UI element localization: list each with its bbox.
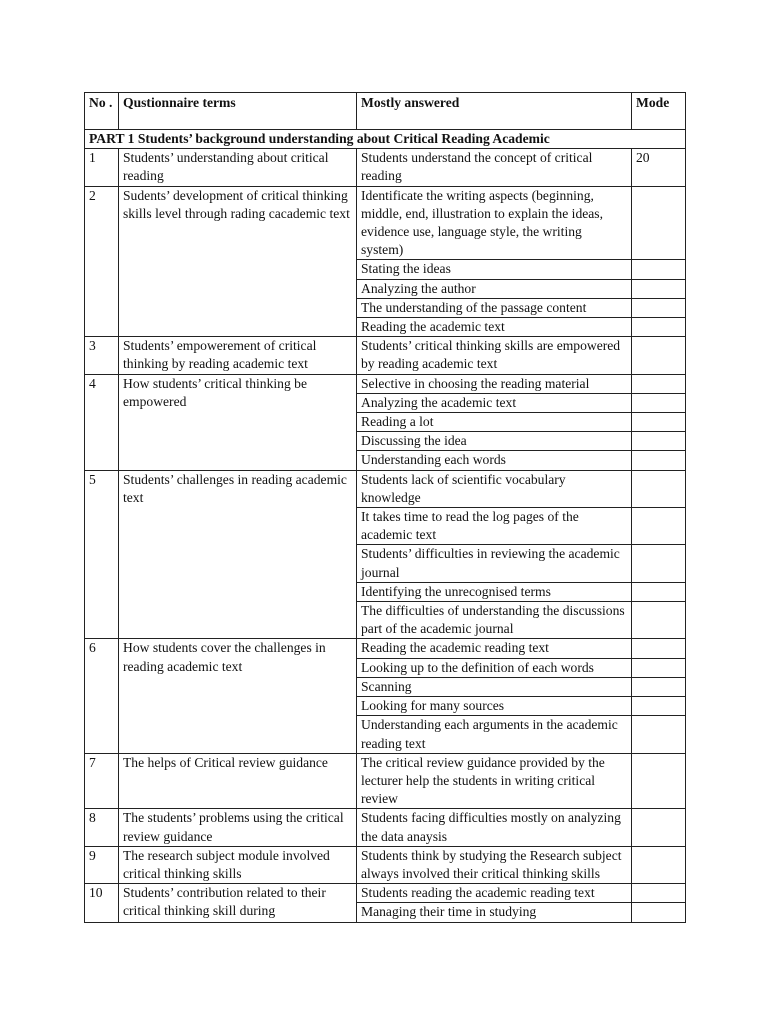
mode-cell [632, 337, 686, 374]
mode-cell [632, 677, 686, 696]
mostly-answered-cell: Students’ critical thinking skills are empowered by reading academic text [357, 337, 632, 374]
mode-cell [632, 260, 686, 279]
mode-cell [632, 451, 686, 470]
mostly-answered-cell: Looking up to the definition of each words [357, 658, 632, 677]
mostly-answered-cell: Reading the academic reading text [357, 639, 632, 658]
questionnaire-term: The helps of Critical review guidance [119, 753, 357, 809]
part-heading-row [85, 130, 686, 149]
mostly-answered-cell: Students’ difficulties in reviewing the academic journal [357, 545, 632, 582]
row-number: 7 [85, 753, 119, 809]
mode-cell [632, 470, 686, 507]
header-mode: Mode [632, 93, 686, 130]
mode-cell: 20 [632, 149, 686, 186]
mostly-answered-cell: Scanning [357, 677, 632, 696]
questionnaire-term: How students cover the challenges in reading academic text [119, 639, 357, 753]
mostly-answered-cell: Analyzing the author [357, 279, 632, 298]
questionnaire-term: The research subject module involved critical thinking skills [119, 846, 357, 883]
mostly-answered-cell: Students facing difficulties mostly on analyzing the data anaysis [357, 809, 632, 846]
part-heading: PART 1 Students’ background understanding about Critical Reading Academic [85, 130, 686, 149]
row-number: 2 [85, 186, 119, 337]
header-no: No . [85, 93, 119, 130]
mostly-answered-cell: Understanding each arguments in the academic reading text [357, 716, 632, 753]
questionnaire-term: Students’ contribution related to their critical thinking skill during [119, 884, 357, 922]
mostly-answered-cell: Students reading the academic reading text [357, 884, 632, 903]
mode-cell [632, 545, 686, 582]
mostly-answered-cell: Stating the ideas [357, 260, 632, 279]
questionnaire-term: Students’ challenges in reading academic text [119, 470, 357, 639]
row-number: 3 [85, 337, 119, 374]
table-body [85, 130, 686, 923]
row-number: 1 [85, 149, 119, 186]
mostly-answered-cell: It takes time to read the log pages of the academic text [357, 508, 632, 545]
questionnaire-term: Sudents’ development of critical thinking skills level through rading cacademic text [119, 186, 357, 337]
mode-cell [632, 582, 686, 601]
table-row [85, 470, 686, 507]
mode-cell [632, 318, 686, 337]
mode-cell [632, 393, 686, 412]
mostly-answered-cell: Identifying the unrecognised terms [357, 582, 632, 601]
questionnaire-term: The students’ problems using the critical review guidance [119, 809, 357, 846]
table-row [85, 846, 686, 883]
mode-cell [632, 716, 686, 753]
mode-cell [632, 846, 686, 883]
mostly-answered-cell: Students understand the concept of critical reading [357, 149, 632, 186]
table-row [85, 186, 686, 260]
mostly-answered-cell: Understanding each words [357, 451, 632, 470]
mode-cell [632, 809, 686, 846]
questionnaire-term: How students’ critical thinking be empowered [119, 374, 357, 470]
mode-cell [632, 697, 686, 716]
row-number: 6 [85, 639, 119, 753]
table-row [85, 337, 686, 374]
row-number: 9 [85, 846, 119, 883]
header-terms: Qustionnaire terms [119, 93, 357, 130]
questionnaire-term: Students’ empowerement of critical thinking by reading academic text [119, 337, 357, 374]
mode-cell [632, 186, 686, 260]
mostly-answered-cell: Looking for many sources [357, 697, 632, 716]
table-row [85, 149, 686, 186]
mostly-answered-cell: Identificate the writing aspects (beginning, middle, end, illustration to explain the ideas, evidence use, language style, the writing system) [357, 186, 632, 260]
mode-cell [632, 753, 686, 809]
mostly-answered-cell: Students lack of scientific vocabulary knowledge [357, 470, 632, 507]
table-row [85, 809, 686, 846]
mode-cell [632, 903, 686, 922]
mode-cell [632, 374, 686, 393]
questionnaire-table [84, 92, 686, 923]
mostly-answered-cell: The understanding of the passage content [357, 298, 632, 317]
mode-cell [632, 658, 686, 677]
table-row [85, 639, 686, 658]
header-row [85, 93, 686, 130]
mostly-answered-cell: Selective in choosing the reading material [357, 374, 632, 393]
table-row [85, 884, 686, 903]
mode-cell [632, 432, 686, 451]
mode-cell [632, 413, 686, 432]
mode-cell [632, 508, 686, 545]
header-mostly-answered: Mostly answered [357, 93, 632, 130]
mostly-answered-cell: The critical review guidance provided by the lecturer help the students in writing critical review [357, 753, 632, 809]
mostly-answered-cell: Analyzing the academic text [357, 393, 632, 412]
row-number: 8 [85, 809, 119, 846]
mostly-answered-cell: Reading the academic text [357, 318, 632, 337]
row-number: 4 [85, 374, 119, 470]
mode-cell [632, 639, 686, 658]
mode-cell [632, 602, 686, 639]
questionnaire-term: Students’ understanding about critical reading [119, 149, 357, 186]
mostly-answered-cell: The difficulties of understanding the discussions part of the academic journal [357, 602, 632, 639]
mostly-answered-cell: Discussing the idea [357, 432, 632, 451]
mode-cell [632, 279, 686, 298]
mostly-answered-cell: Students think by studying the Research subject always involved their critical thinking skills [357, 846, 632, 883]
mostly-answered-cell: Managing their time in studying [357, 903, 632, 922]
table-row [85, 374, 686, 393]
row-number: 5 [85, 470, 119, 639]
mode-cell [632, 884, 686, 903]
table-row [85, 753, 686, 809]
mode-cell [632, 298, 686, 317]
mostly-answered-cell: Reading a lot [357, 413, 632, 432]
row-number: 10 [85, 884, 119, 922]
